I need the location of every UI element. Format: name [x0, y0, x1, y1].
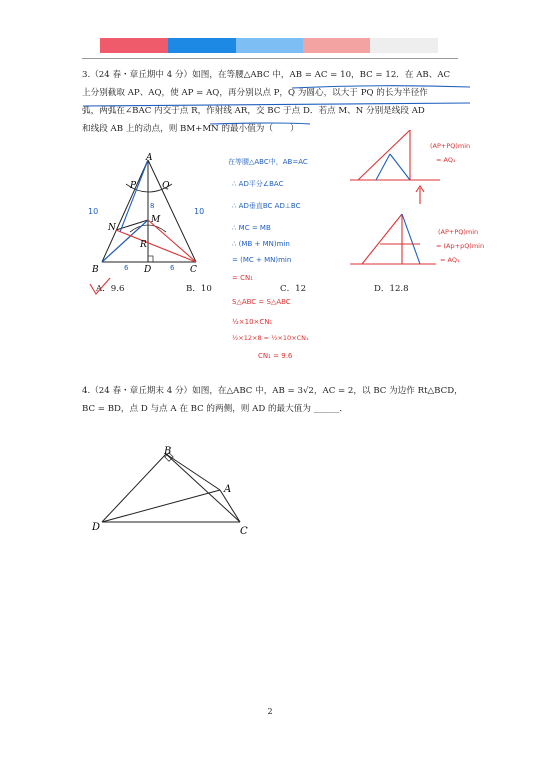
- q4-label-B: B: [164, 446, 172, 457]
- note-8: ½×10×CN₁: [232, 318, 273, 326]
- question-3-line-4: 和线段 AB 上的动点，则 BM+MN 的最小值为（ ）: [82, 124, 299, 134]
- q4-label-A: A: [224, 484, 232, 495]
- page-number: 2: [267, 707, 273, 716]
- question-4-line-2: BC = BD，点 D 与点 A 在 BC 的两侧，则 AD 的最大值为 ______．: [82, 404, 349, 414]
- label-B: B: [92, 265, 99, 275]
- right-note-0: (AP+PQ)min: [430, 142, 471, 150]
- right-note-1: = AQ₁: [436, 156, 456, 164]
- note-9: ½×12×8 = ½×10×CN₁: [232, 334, 309, 342]
- question-3-line-2: 上分别截取 AP、AQ，使 AP = AQ，再分别以点 P，Q 为圆心，以大于 PQ 的长为半径作: [82, 88, 428, 98]
- question-4: [82, 382, 472, 418]
- q4-label-C: C: [240, 526, 248, 537]
- option-a[interactable]: A．9.6: [96, 284, 125, 294]
- check-mark-icon: [88, 276, 112, 298]
- right-angle-sketches: [350, 124, 490, 294]
- color-segment-blue: [168, 38, 236, 53]
- question-4-line-1: 4.（24 春・章丘期末 4 分）如图，在△ABC 中，AB = 3√2，AC = 2，以 BC 为边作 Rt△BCD，: [82, 386, 463, 396]
- mark-ab: 10: [88, 207, 99, 216]
- color-segment-pink: [303, 38, 370, 53]
- header-divider: [82, 58, 458, 59]
- label-N: N: [108, 223, 116, 233]
- option-c[interactable]: C．12: [280, 284, 307, 294]
- handwritten-solution: [228, 150, 358, 370]
- label-C: C: [190, 265, 197, 275]
- q4-triangle-figure: [90, 446, 260, 542]
- q3-triangle-figure: [86, 152, 216, 280]
- note-5: = (MC + MN)min: [232, 256, 292, 264]
- label-Q: Q: [162, 181, 170, 191]
- right-note-4: = AQ₁: [440, 256, 460, 264]
- label-M: M: [151, 215, 161, 225]
- question-3-line-1: 3.（24 春・章丘期中 4 分）如图，在等腰△ABC 中，AB = AC = 10，BC = 12．在 AB、AC: [82, 70, 451, 80]
- note-3: ∴ MC = MB: [232, 224, 271, 232]
- right-note-2: (AP+PQ)min: [438, 228, 479, 236]
- note-10: CN₁ = 9.6: [258, 352, 293, 360]
- right-note-3: = (Ap+pQ)min: [436, 242, 485, 250]
- option-d[interactable]: D．12.8: [374, 284, 409, 294]
- header-color-bar: [100, 38, 438, 53]
- label-R: R: [140, 240, 147, 250]
- label-D: D: [144, 265, 152, 275]
- note-2: ∴ AD垂直BC AD⊥BC: [232, 202, 301, 210]
- label-P: P: [130, 181, 137, 191]
- mark-ad: 8: [150, 202, 155, 210]
- label-A: A: [146, 153, 153, 163]
- color-segment-lightblue: [236, 38, 303, 53]
- note-1: ∴ AD平分∠BAC: [232, 180, 284, 188]
- note-4: ∴ (MB + MN)min: [232, 240, 290, 248]
- note-6: = CN₁: [232, 274, 254, 282]
- color-segment-gray: [370, 38, 438, 53]
- question-3-line-3: 弧，两弧在∠BAC 内交于点 R，作射线 AR，交 BC 于点 D．若点 M、N 分别是线段 AD: [82, 106, 425, 116]
- mark-ac: 10: [194, 207, 205, 216]
- color-segment-red: [100, 38, 168, 53]
- q4-label-D: D: [92, 522, 101, 533]
- note-7: S△ABC = S△ABC: [232, 298, 291, 306]
- mark-dc: 6: [170, 264, 175, 272]
- note-0: 在等腰△ABC中，AB=AC: [228, 158, 308, 166]
- mark-bd: 6: [124, 264, 129, 272]
- option-b[interactable]: B．10: [186, 284, 212, 294]
